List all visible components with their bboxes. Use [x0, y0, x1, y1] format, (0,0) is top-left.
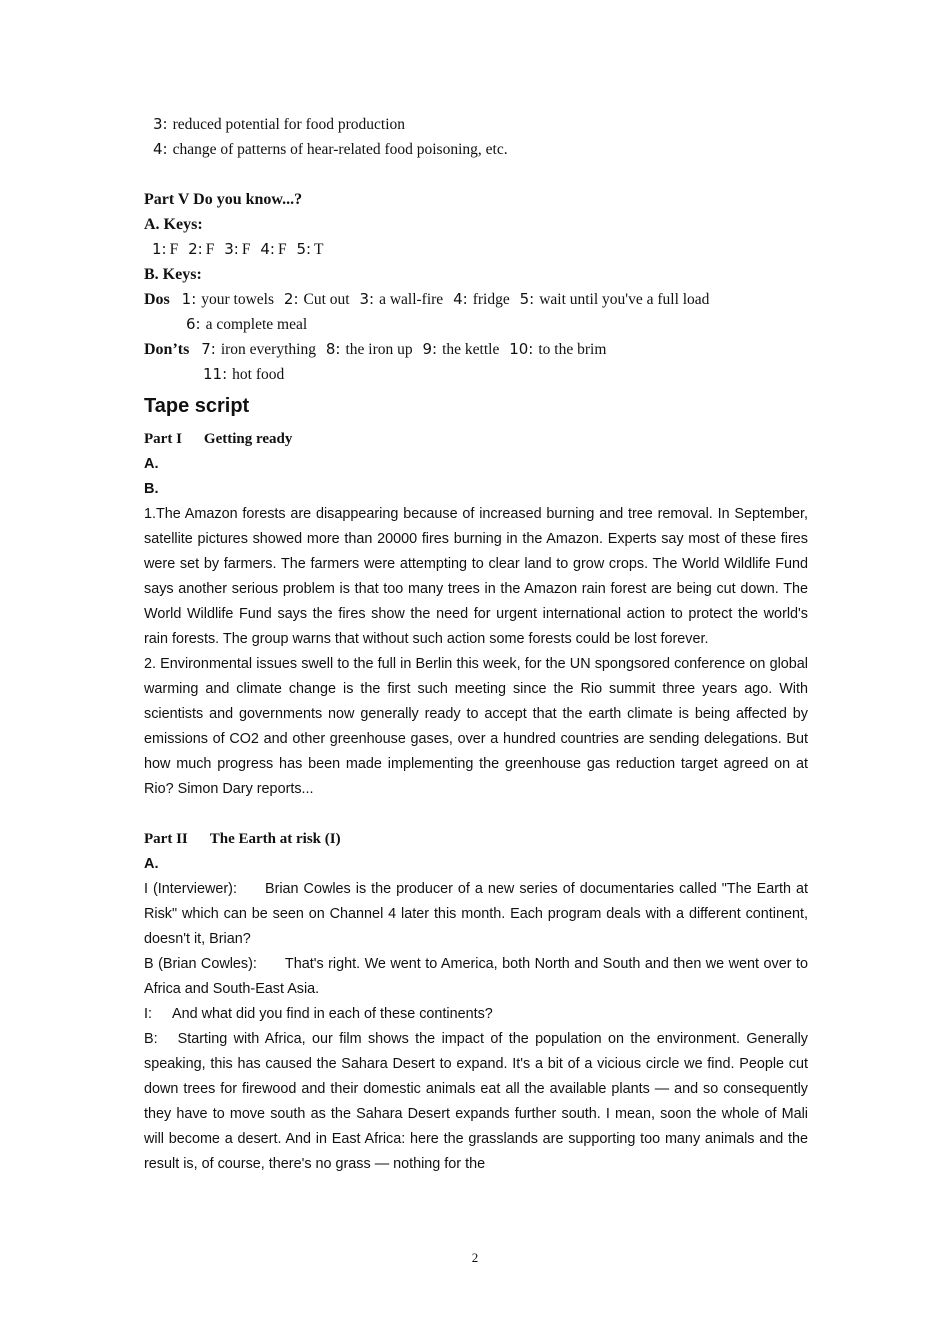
dialogue-line: I: And what did you find in each of these continents?: [144, 1006, 493, 1022]
dialogue-line: B (Brian Cowles): That's right. We went to America, both North and South and then we went over to Africa and South-East Asia.: [144, 956, 808, 997]
part-i-title: Part I Getting ready: [144, 431, 293, 447]
dos-continued: 6: a complete meal: [186, 315, 308, 333]
paragraph: 1.The Amazon forests are disappearing because of increased burning and tree removal. In September, satellite pictures showed more than 20000 fires burning in the Amazon. Experts say most of these fires were set by farmers. The farmers were attempting to clear land to grow crops. The World Wildlife Fund says another serious problem is that too many trees in the Amazon rain forest are being cut down. The World Wildlife Fund says the fires show the need for urgent international action to protect the world's rain forests. The group warns that without such action some forests could be lost forever.: [144, 506, 808, 647]
answer-line: 3: reduced potential for food production: [153, 115, 406, 133]
donts-row: Don’ts 7: iron everything 8: the iron up 9: the kettle 10: to the brim: [144, 340, 607, 358]
page-number: 2: [471, 1250, 479, 1265]
paragraph: 2. Environmental issues swell to the full in Berlin this week, for the UN spongsored conference on global warming and climate change is the first such meeting since the Rio summit three years ago. With scientists and governments now generally ready to accept that the earth climate is being affected by emissions of CO2 and other greenhouse gases, over a hundred countries are sending delegations. But how much progress has been made implementing the greenhouse gas reduction target agreed on at Rio? Simon Dary reports...: [144, 656, 808, 797]
answer-line: 4: change of patterns of hear-related food poisoning, etc.: [153, 140, 508, 158]
part-i-a-label: A.: [144, 456, 159, 472]
part-ii-a-label: A.: [144, 856, 159, 872]
document-page: [144, 112, 808, 1177]
part-ii-title: Part II The Earth at risk (I): [144, 831, 341, 847]
dialogue-line: I (Interviewer): Brian Cowles is the producer of a new series of documentaries called "The Earth at Risk" which can be seen on Channel 4 later this month. Each program deals with a different continent, doesn't it, Brian?: [144, 881, 808, 947]
part-v-heading: Part V Do you know...?: [144, 191, 303, 208]
part-i-b-label: B.: [144, 481, 159, 497]
part-v-a-label: A. Keys:: [144, 216, 203, 233]
part-v-a-keys: 1: F 2: F 3: F 4: F 5: T: [152, 240, 324, 258]
donts-continued: 11: hot food: [203, 365, 285, 383]
tape-script-heading: Tape script: [144, 395, 250, 417]
dialogue-line: B: Starting with Africa, our film shows the impact of the population on the environment. Generally speaking, this has caused the Sahara Desert to expand. It's a bit of a vicious circle we find. People cut down trees for firewood and their domestic animals eat all the available plants — and so consequently they have to move south as the Sahara Desert expands further south. I mean, soon the whole of Mali will become a desert. And in East Africa: here the grasslands are supporting too many animals and the result is, of course, there's no grass — nothing for the: [144, 1031, 808, 1172]
part-v-b-label: B. Keys:: [144, 266, 202, 283]
dos-row: Dos 1: your towels 2: Cut out 3: a wall-fire 4: fridge 5: wait until you've a full load: [144, 290, 710, 308]
